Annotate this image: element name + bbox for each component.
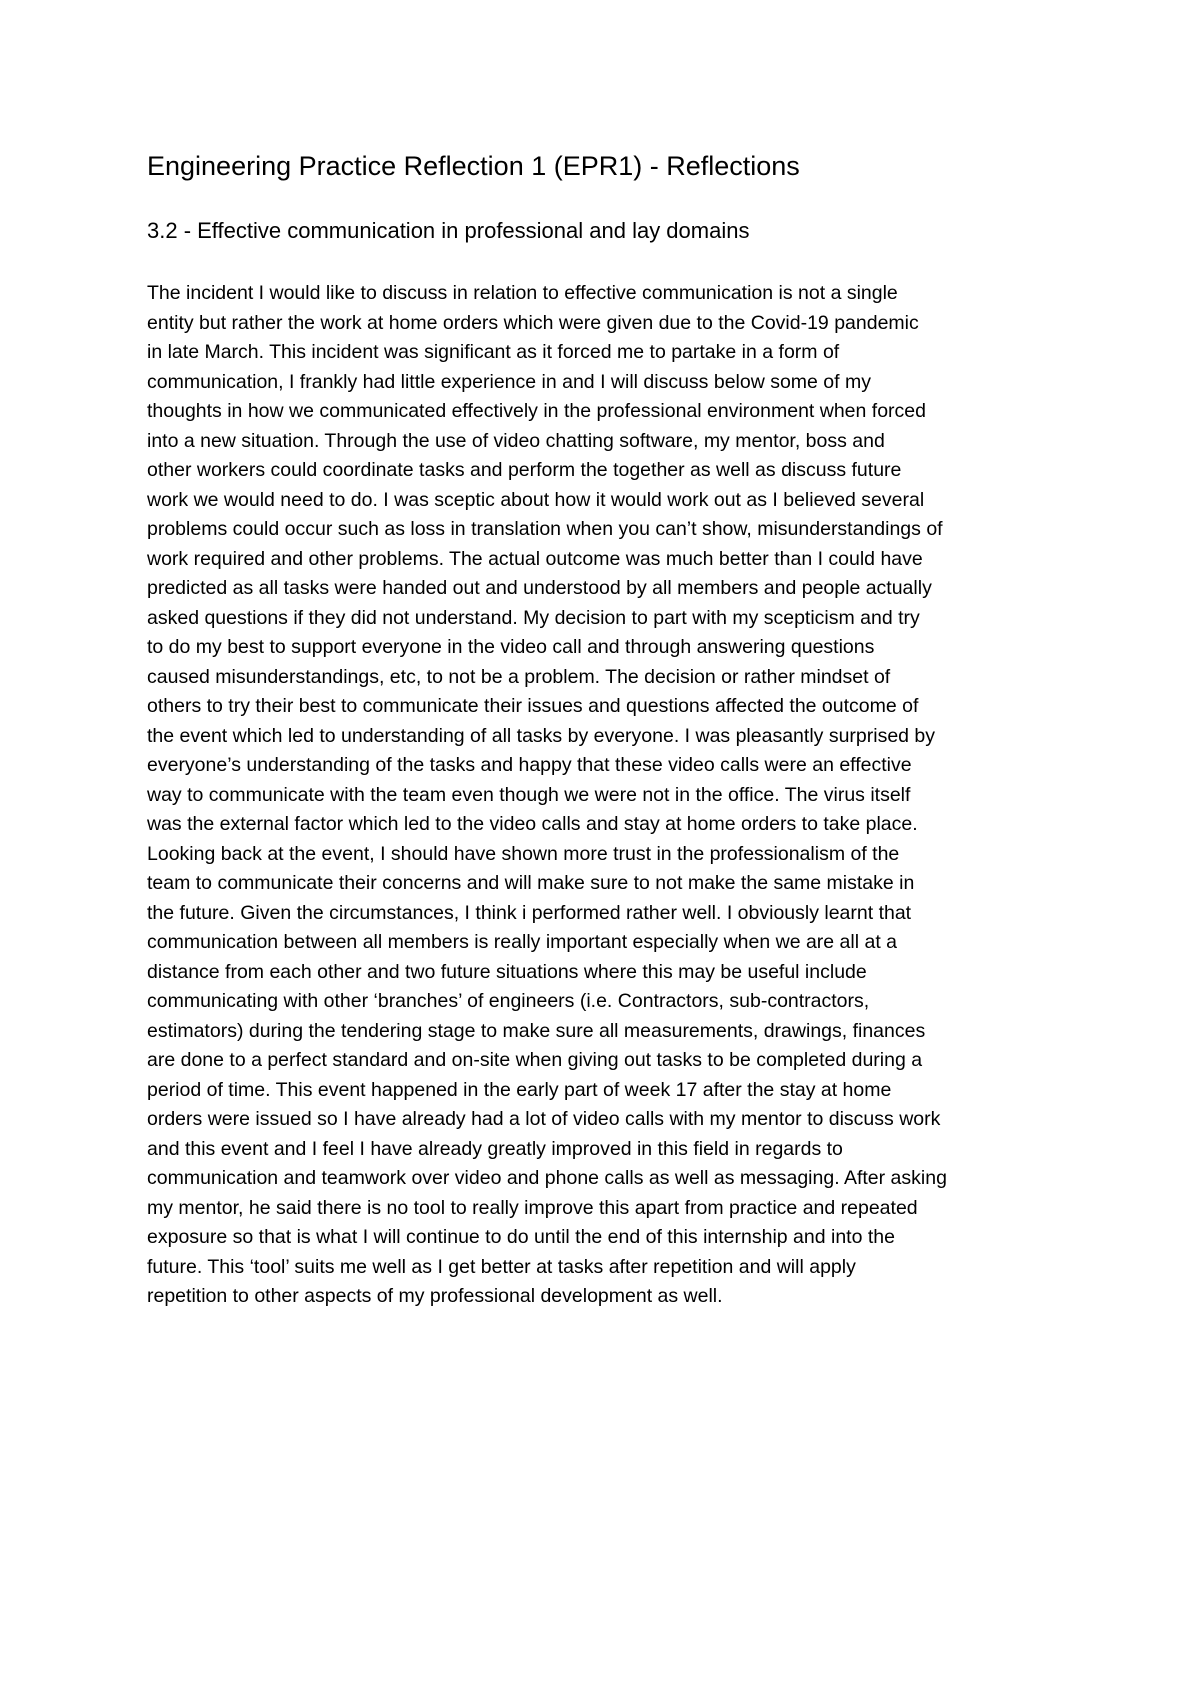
body-line: are done to a perfect standard and on-site when giving out tasks to be completed during a bbox=[147, 1049, 923, 1071]
section-heading: 3.2 - Effective communication in professional and lay domains bbox=[147, 218, 750, 243]
body-line: future. This ‘tool’ suits me well as I get better at tasks after repetition and will apply bbox=[147, 1255, 856, 1278]
body-line: The incident I would like to discuss in relation to effective communication is not a single bbox=[147, 282, 898, 304]
body-line: exposure so that is what I will continue to do until the end of this internship and into the bbox=[147, 1226, 895, 1248]
body-line: my mentor, he said there is no tool to really improve this apart from practice and repeated bbox=[147, 1196, 918, 1219]
body-line: the future. Given the circumstances, I think i performed rather well. I obviously learnt that bbox=[147, 901, 912, 924]
body-line: was the external factor which led to the video calls and stay at home orders to take place. bbox=[147, 813, 918, 835]
body-line: others to try their best to communicate their issues and questions affected the outcome of bbox=[147, 695, 919, 717]
body-line: entity but rather the work at home orders which were given due to the Covid-19 pandemic bbox=[147, 311, 919, 334]
body-line: team to communicate their concerns and will make sure to not make the same mistake in bbox=[147, 872, 915, 894]
body-line: into a new situation. Through the use of video chatting software, my mentor, boss and bbox=[147, 429, 885, 452]
body-line: communication and teamwork over video and phone calls as well as messaging. After asking bbox=[147, 1167, 947, 1189]
body-line: everyone’s understanding of the tasks and happy that these video calls were an effective bbox=[147, 754, 912, 776]
body-line: caused misunderstandings, etc, to not be a problem. The decision or rather mindset of bbox=[147, 665, 891, 688]
body-line: to do my best to support everyone in the video call and through answering questions bbox=[147, 636, 875, 658]
body-line: problems could occur such as loss in translation when you can’t show, misunderstandings of bbox=[147, 518, 943, 540]
body-line: estimators) during the tendering stage to make sure all measurements, drawings, finances bbox=[147, 1019, 926, 1042]
body-line: in late March. This incident was significant as it forced me to partake in a form of bbox=[147, 341, 840, 363]
body-line: way to communicate with the team even though we were not in the office. The virus itself bbox=[147, 783, 911, 806]
body-line: communicating with other ‘branches’ of engineers (i.e. Contractors, sub-contractors, bbox=[147, 990, 870, 1012]
body-line: orders were issued so I have already had a lot of video calls with my mentor to discuss work bbox=[147, 1108, 941, 1130]
body-line: and this event and I feel I have already greatly improved in this field in regards to bbox=[147, 1137, 843, 1160]
body-line: thoughts in how we communicated effectively in the professional environment when forced bbox=[147, 400, 926, 422]
body-line: predicted as all tasks were handed out and understood by all members and people actually bbox=[147, 577, 932, 599]
body-line: communication, I frankly had little experience in and I will discuss below some of my bbox=[147, 370, 871, 393]
body-line: period of time. This event happened in the early part of week 17 after the stay at home bbox=[147, 1078, 892, 1101]
body-line: the event which led to understanding of all tasks by everyone. I was pleasantly surprised by bbox=[147, 724, 936, 747]
body-line: communication between all members is really important especially when we are all at a bbox=[147, 931, 898, 953]
body-line: work required and other problems. The actual outcome was much better than I could have bbox=[147, 547, 923, 570]
body-line: other workers could coordinate tasks and perform the together as well as discuss future bbox=[147, 459, 902, 481]
body-line: asked questions if they did not understand. My decision to part with my scepticism and try bbox=[147, 606, 920, 629]
body-line: Looking back at the event, I should have shown more trust in the professionalism of the bbox=[147, 842, 900, 865]
body-line: work we would need to do. I was sceptic about how it would work out as I believed several bbox=[147, 488, 925, 511]
body-paragraph bbox=[147, 279, 1067, 1312]
body-line: repetition to other aspects of my professional development as well. bbox=[147, 1285, 723, 1307]
body-line: distance from each other and two future situations where this may be useful include bbox=[147, 960, 867, 983]
document-title: Engineering Practice Reflection 1 (EPR1) - Reflections bbox=[147, 151, 800, 181]
